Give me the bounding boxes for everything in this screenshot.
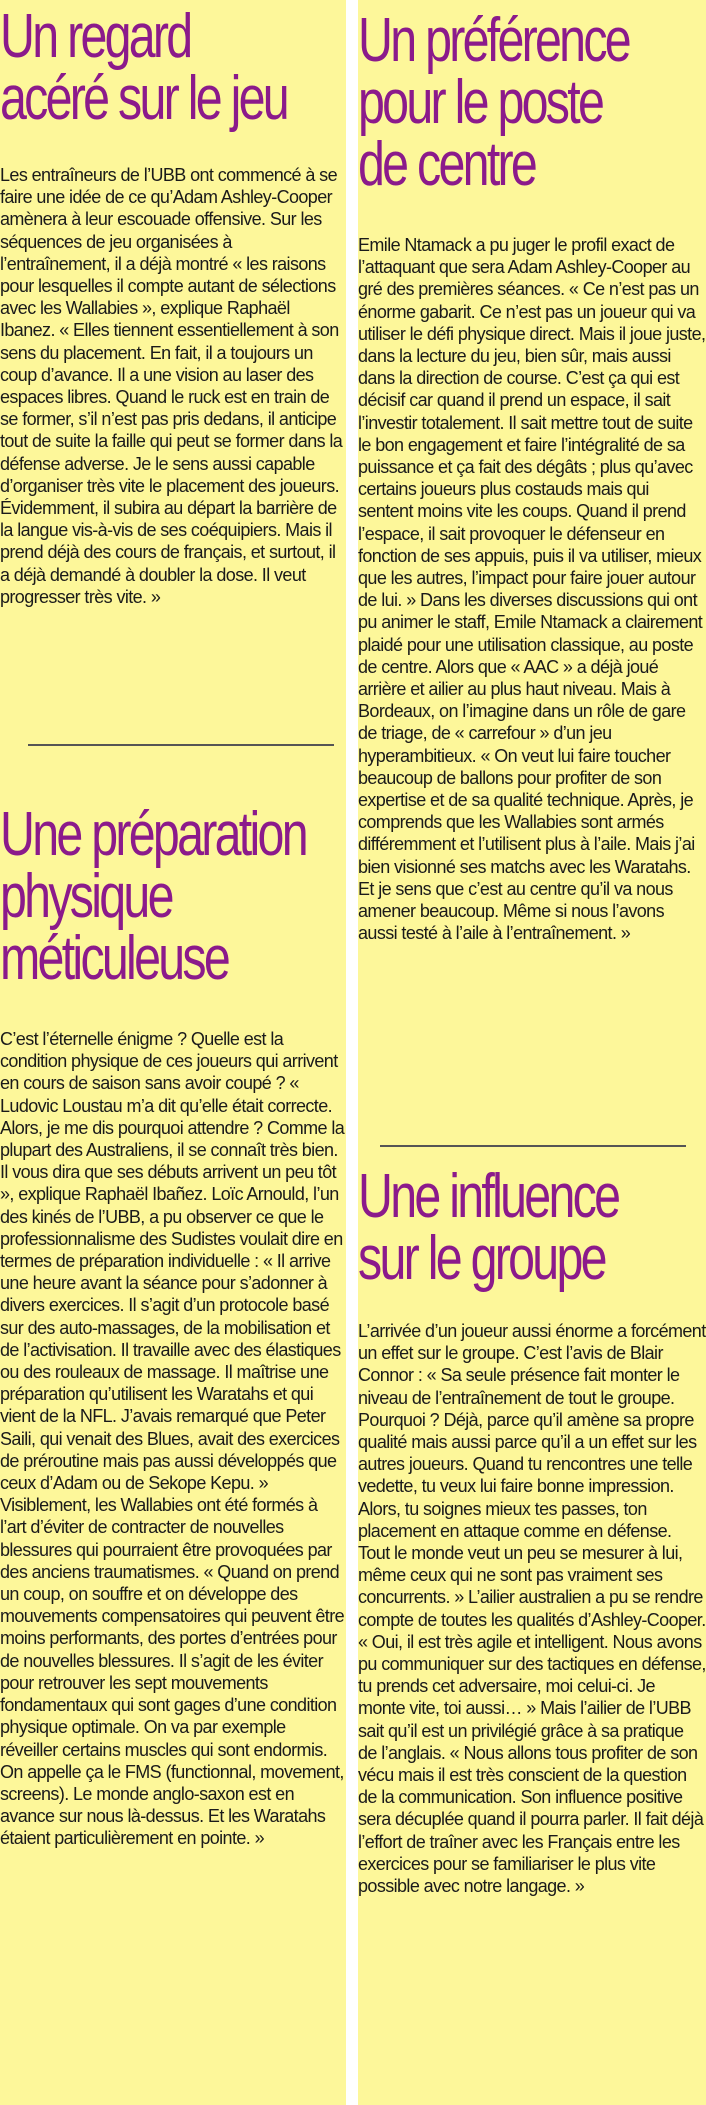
column-gutter [346, 0, 358, 2105]
section-divider [380, 1145, 686, 1147]
section-body: C’est l’éternelle énigme ? Quelle est la condition physique de ces joueurs qui arrivent en cours de saison sans avoir coupé ? « Ludovic Loustau m’a dit qu’elle était correcte. Alors, je me dis pourquoi attendre ? Comme la plupart des Australiens, il se connaît très bien. Il vous dira que ses débuts arrivent un peu tôt », explique Raphaël Ibañez. Loïc Arnould, l’un des kinés de l’UBB, a pu observer ce que le professionnalisme des Sudistes voulait dire en termes de préparation individuelle : « Il arrive une heure avant la séance pour s’adonner à divers exercices. Il s’agit d’un protocole basé sur des auto-massages, de la mobilisation et de l’activisation. Il travaille avec des élastiques ou des rouleaux de massage. Il maîtrise une préparation qu’utilisent les Waratahs et qui vient de la NFL. J’avais remarqué que Peter Saili, qui venait des Blues, avait des exercices de préroutine mais pas aussi développés que ceux d’Adam ou de Sekope Kepu. » Visiblement, les Wallabies ont été formés à l’art d’éviter de contracter de nouvelles blessures qui pourraient être provoquées par des anciens traumatismes. « Quand on prend un coup, on souffre et on développe des mouvements compensatoires qui peuvent être moins performants, des portes d’entrées pour de nouvelles blessures. Il s’agit de les éviter pour retrouver les sept mouvements fondamentaux qui sont gages d’une condition physique optimale. On va par exemple réveiller certains muscles qui sont endormis. On appelle ça le FMS (functionnal, movement, screens). Le monde anglo-saxon est en avance sur nous là-dessus. Et les Waratahs étaient particulièrement en pointe. » [0, 1029, 345, 1849]
section-preparation [0, 800, 346, 1850]
section-divider [28, 744, 334, 746]
section-regard [0, 2, 346, 608]
section-title: Un regard acéré sur le jeu [0, 2, 287, 133]
section-title: Une influence sur le groupe [358, 1162, 619, 1293]
section-body: Emile Ntamack a pu juger le profil exact de l’attaquant que sera Adam Ashley-Cooper au gré des premières séances. « Ce n’est pas un énorme gabarit. Ce n’est pas un joueur qui va utiliser le défi physique direct. Mais il joue juste, dans la lecture du jeu, bien sûr, mais aussi dans la direction de course. C’est ça qui est décisif car quand il prend un espace, il sait l’investir totalement. Il sait mettre tout de suite le bon engagement et faire l’intégralité de sa puissance et ça fait des dégâts ; plus qu’avec certains joueurs plus costauds mais qui sentent moins vite les coups. Quand il prend l’espace, il sait provoquer le défenseur en fonction de ses appuis, puis il va utiliser, mieux que les autres, l’impact pour faire jouer autour de lui. » Dans les diverses discussions qui ont pu animer le staff, Emile Ntamack a clairement plaidé pour une utilisation classique, au poste de centre. Alors que « AAC » a déjà joué arrière et ailier au plus haut niveau. Mais à Bordeaux, on l’imagine dans un rôle de gare de triage, de « carrefour » d’un jeu hyperambitieux. « On veut lui faire toucher beaucoup de ballons pour profiter de son expertise et de sa qualité technique. Après, je comprends que les Wallabies sont armés différemment et l’utilisent plus à l’aile. Mais j’ai bien visionné ses matchs avec les Waratahs. Et je sens que c’est au centre qu’il va nous amener beaucoup. Même si nous l’avons aussi testé à l’aile à l’entraînement. » [358, 235, 706, 944]
section-influence [358, 1162, 706, 1897]
section-title: Un préférence pour le poste de centre [358, 6, 629, 199]
section-body: Les entraîneurs de l’UBB ont commencé à se faire une idée de ce qu’Adam Ashley-Cooper amènera à leur escouade offensive. Sur les séquences de jeu organisées à l’entraînement, il a déjà montré « les raisons pour lesquelles il compte autant de sélections avec les Wallabies », explique Raphaël Ibanez. « Elles tiennent essentiellement à son sens du placement. En fait, il a toujours un coup d’avance. Il a une vision au laser des espaces libres. Quand le ruck est en train de se former, s’il n’est pas pris dedans, il anticipe tout de suite la faille qui peut se former dans la défense adverse. Je le sens aussi capable d’organiser très vite le placement des joueurs. Évidemment, il subira au départ la barrière de la langue vis-à-vis de ses coéquipiers. Mais il prend déjà des cours de français, et surtout, il a déjà demandé à doubler la dose. Il veut progresser très vite. » [0, 165, 343, 607]
section-body: L’arrivée d’un joueur aussi énorme a forcément un effet sur le groupe. C’est l’avis de Blair Connor : « Sa seule présence fait monter le niveau de l’entraînement de tout le groupe. Pourquoi ? Déjà, parce qu’il amène sa propre qualité mais aussi parce qu’il a un effet sur les autres joueurs. Quand tu rencontres une telle vedette, tu veux lui faire bonne impression. Alors, tu soignes mieux tes passes, ton placement en attaque comme en défense. Tout le monde veut un peu se mesurer à lui, même ceux qui ne sont pas vraiment ses concurrents. » L’ailier australien a pu se rendre compte de toutes les qualités d’Ashley-Cooper. « Oui, il est très agile et intelligent. Nous avons pu communiquer sur des tactiques en défense, tu prends cet adversaire, moi celui-ci. Je monte vite, toi aussi… » Mais l’ailier de l’UBB sait qu’il est un privilégié grâce à sa pratique de l’anglais. « Nous allons tous profiter de son vécu mais il est très conscient de la question de la communication. Son influence positive sera décuplée quand il pourra parler. Il fait déjà l’effort de traîner avec les Français entre les exercices pour se familiariser le plus vite possible avec notre langage. » [358, 1321, 706, 1897]
section-preference [358, 6, 706, 945]
section-title: Une préparation physique méticuleuse [0, 800, 306, 993]
